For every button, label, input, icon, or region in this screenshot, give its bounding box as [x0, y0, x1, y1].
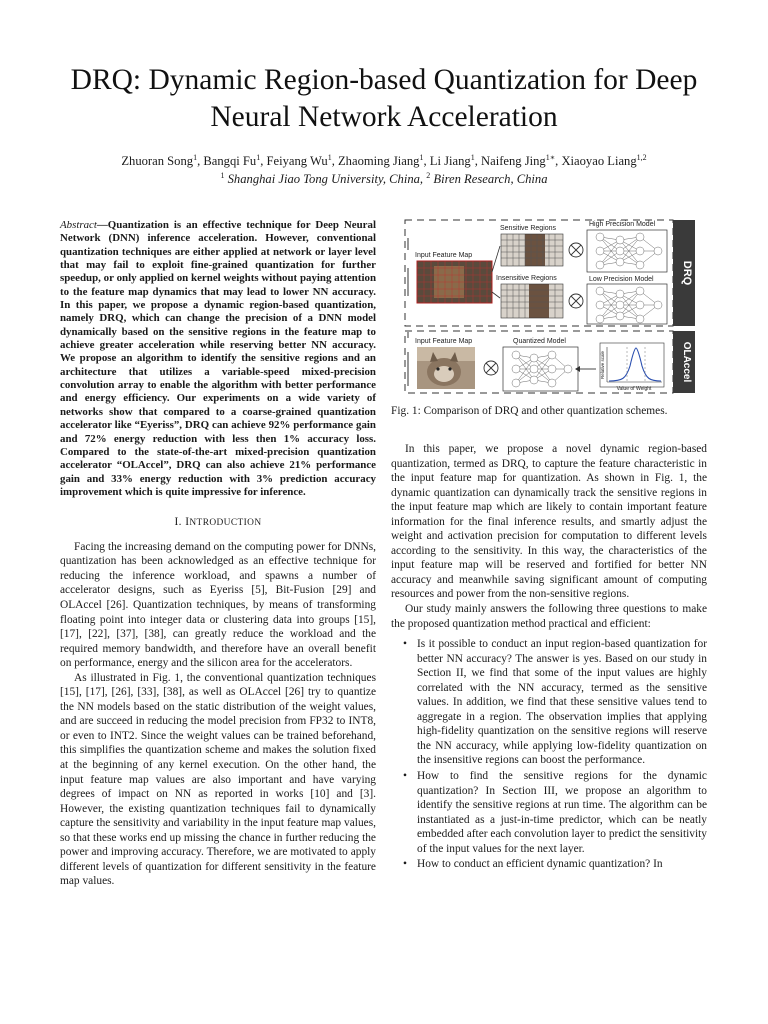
list-item: • Is it possible to conduct an input region-based quantization for better NN accuracy? The answer is yes. Based on our study in Section II, we find that some of the input values are highly correlated with the NN accuracy, termed as the sensitive values. In addition, we find that these sensitive values tend to aggregate in a region. The observation implies that applying high-fidelity quantization on the sensitive regions will reserve the NN accuracy, while applying low-fidelity quantization on the insensitive regions can boost the performance. — [403, 638, 707, 767]
question-list — [391, 637, 707, 872]
author: Naifeng Jing$^{1∗}$ — [481, 153, 556, 168]
high-precision-network-icon — [587, 230, 667, 272]
input-feature-map-label-top: Input Feature Map — [415, 252, 473, 259]
insensitive-regions-label: Insensitive Regions — [496, 275, 557, 282]
author: Bangqi Fu$^1$ — [203, 153, 261, 168]
arrow — [492, 246, 500, 272]
arrow — [492, 292, 500, 298]
author: Feiyang Wu$^1$ — [266, 153, 332, 168]
insensitive-regions-image — [501, 284, 563, 318]
author: Li Jiang$^1$ — [429, 153, 475, 168]
multiply-icon — [484, 361, 498, 375]
bullet-icon: • — [403, 770, 407, 783]
input-feature-map-label-bottom: Input Feature Map — [415, 338, 473, 345]
arrowhead — [575, 366, 580, 372]
author: Zhaoming Jiang$^1$ — [337, 153, 424, 168]
weight-distribution-plot — [600, 343, 664, 387]
left-column — [60, 219, 376, 889]
abstract-lead: Abstract — [60, 219, 97, 231]
relative-scale-label: Relative scale — [600, 350, 605, 380]
right-column — [391, 442, 707, 873]
multiply-icon — [569, 294, 583, 308]
quantized-model-label: Quantized Model — [513, 338, 566, 345]
olaccel-side-label: OLAccel — [681, 341, 692, 383]
low-precision-network-icon — [587, 284, 667, 324]
author: Zhuoran Song$^1$ — [121, 153, 198, 168]
cat-image — [417, 347, 475, 389]
affiliations: $^1$ Shanghai Jiao Tong University, China, $^2$ Biren Research, China — [220, 171, 548, 186]
list-item: • How to conduct an efficient dynamic quantization? In — [403, 858, 663, 871]
sensitive-regions-image — [501, 234, 563, 266]
figure-caption: Fig. 1: Comparison of DRQ and other quantization schemes. — [391, 405, 668, 417]
author-list: Zhuoran Song$^1$, Bangqi Fu$^1$, Feiyang Wu$^1$, Zhaoming Jiang$^1$, Li Jiang$^1$, Naifeng Jing$^{1∗}$, Xiaoyao Liang$^{1,2}$ — [121, 153, 647, 168]
list-item: • How to find the sensitive regions for the dynamic quantization? In Section III, we propose an algorithm to identify the sensitive regions at run time. The algorithm can be instantiated as a just-in-time predictor, which can be neatly embedded after each convolution layer to predict the sensitivity of the input values for the next layer. — [403, 770, 707, 855]
value-of-weight-label: Value of Weight — [616, 386, 652, 392]
author: Xiaoyao Liang$^{1,2}$ — [561, 153, 647, 168]
intro-paragraph-1: Facing the increasing demand on the computing power for DNNs, quantization has been acknowledged as an effective technique for reducing the inference workload, and spawns a number of accelerator designs, such as Eyeriss [5], Bit-Fusion [29] and OLAccel [26]. Quantization techniques, by means of transforming floating point into integer data or clustering data into groups [15], [17], [22], [37], [38], can greatly reduce the workload and the required memory bandwidth, and therefore have an overall benefit on performance, energy and the silicon area for the accelerators. — [60, 540, 376, 670]
section-heading-introduction: I. INTRODUCTION — [174, 516, 262, 529]
high-precision-model-label: High Precision Model — [589, 221, 656, 228]
abstract-body: —Quantization is an effective technique for Deep Neural Network (DNN) inference acceleration. However, conventional quantization techniques are either applied at network or layer level that may fail to exploit fine-grained quantization for further speedup, or only applied on kernel weights without paying attention to the feature map dynamics that may lead to lower NN accuracy. In this paper, we propose a dynamic region-based quantization, namely DRQ, which can change the precision of a DNN model dynamically based on the sensitive regions in the feature map to achieve greater acceleration while reserving better NN accuracy. We propose an algorithm to identify the sensitive regions and an architecture that utilizes a variable-speed mixed-precision convolution array to enable the algorithm with better performance and energy efficiency. Our experiments on a wide variety of networks show that compared to a coarse-grained quantization accelerator like “Eyeriss”, DRQ can achieve 92% performance gain and 72% energy reduction with less then 1% accuracy loss. Compared to the state-of-the-art mixed-precision quantization accelerator “OLAccel”, DRQ can also achieve 21% performance gain and 33% energy reduction with 3% prediction accuracy improvement which is quite impressive for inference. — [60, 219, 376, 498]
abstract — [60, 219, 376, 499]
low-precision-model-label: Low Precision Model — [589, 276, 654, 283]
input-feature-map-image — [417, 261, 492, 303]
drq-side-label: DRQ — [681, 260, 693, 286]
quantized-network-icon — [503, 347, 578, 391]
bullet-icon: • — [403, 638, 407, 651]
right-paragraph-1: In this paper, we propose a novel dynamic region-based quantization, termed as DRQ, to capture the feature characteristic in the input feature map for quantization. As shown in Fig. 1, the dynamic quantization can dynamically track the sensitive regions in the input feature map which are likely to contain important feature information for the final inference results, and smartly adjust the weight and activation precision for computation to different levels according to the sensitivity. In this way, the characteristics of the input feature map will be reserved and fortified for better NN accuracy and meanwhile saving significant amount of computing resources and power from the non-sensitive regions. — [391, 443, 707, 601]
bullet-icon: • — [403, 858, 407, 871]
paper-title: DRQ: Dynamic Region-based Quantization for Deep Neural Network Acceleration — [70, 64, 698, 133]
figure-1 — [404, 216, 697, 396]
sensitive-regions-label: Sensitive Regions — [500, 225, 557, 232]
intro-paragraph-2: As illustrated in Fig. 1, the conventional quantization techniques [15], [17], [26], [33], [38], as well as OLAccel [26] try to quantize the NN models based on the static distribution of the weight values, and are succeed in reducing the model precision from FP32 to INT8, or even to INT2. Since the weight values can be trained beforehand, this simplifies the quantization scheme and makes the solution fixed at the beginning of any kernel execution. On the other hand, the input feature map values are also important and have varying degrees of impact on NN as reported in works [10] and [3]. However, the existing quantization techniques fail to dynamically capture the sensitivity and variability in the input feature map values, so that these works end up missing the chance in further reducing the power and improving accuracy. Therefore, we are motivated to apply different levels of quantization for different sensitivity in the feature map values. — [60, 671, 376, 888]
multiply-icon — [569, 243, 583, 257]
right-paragraph-2: Our study mainly answers the following three questions to make the proposed quantization method practical and efficient: — [391, 603, 707, 630]
